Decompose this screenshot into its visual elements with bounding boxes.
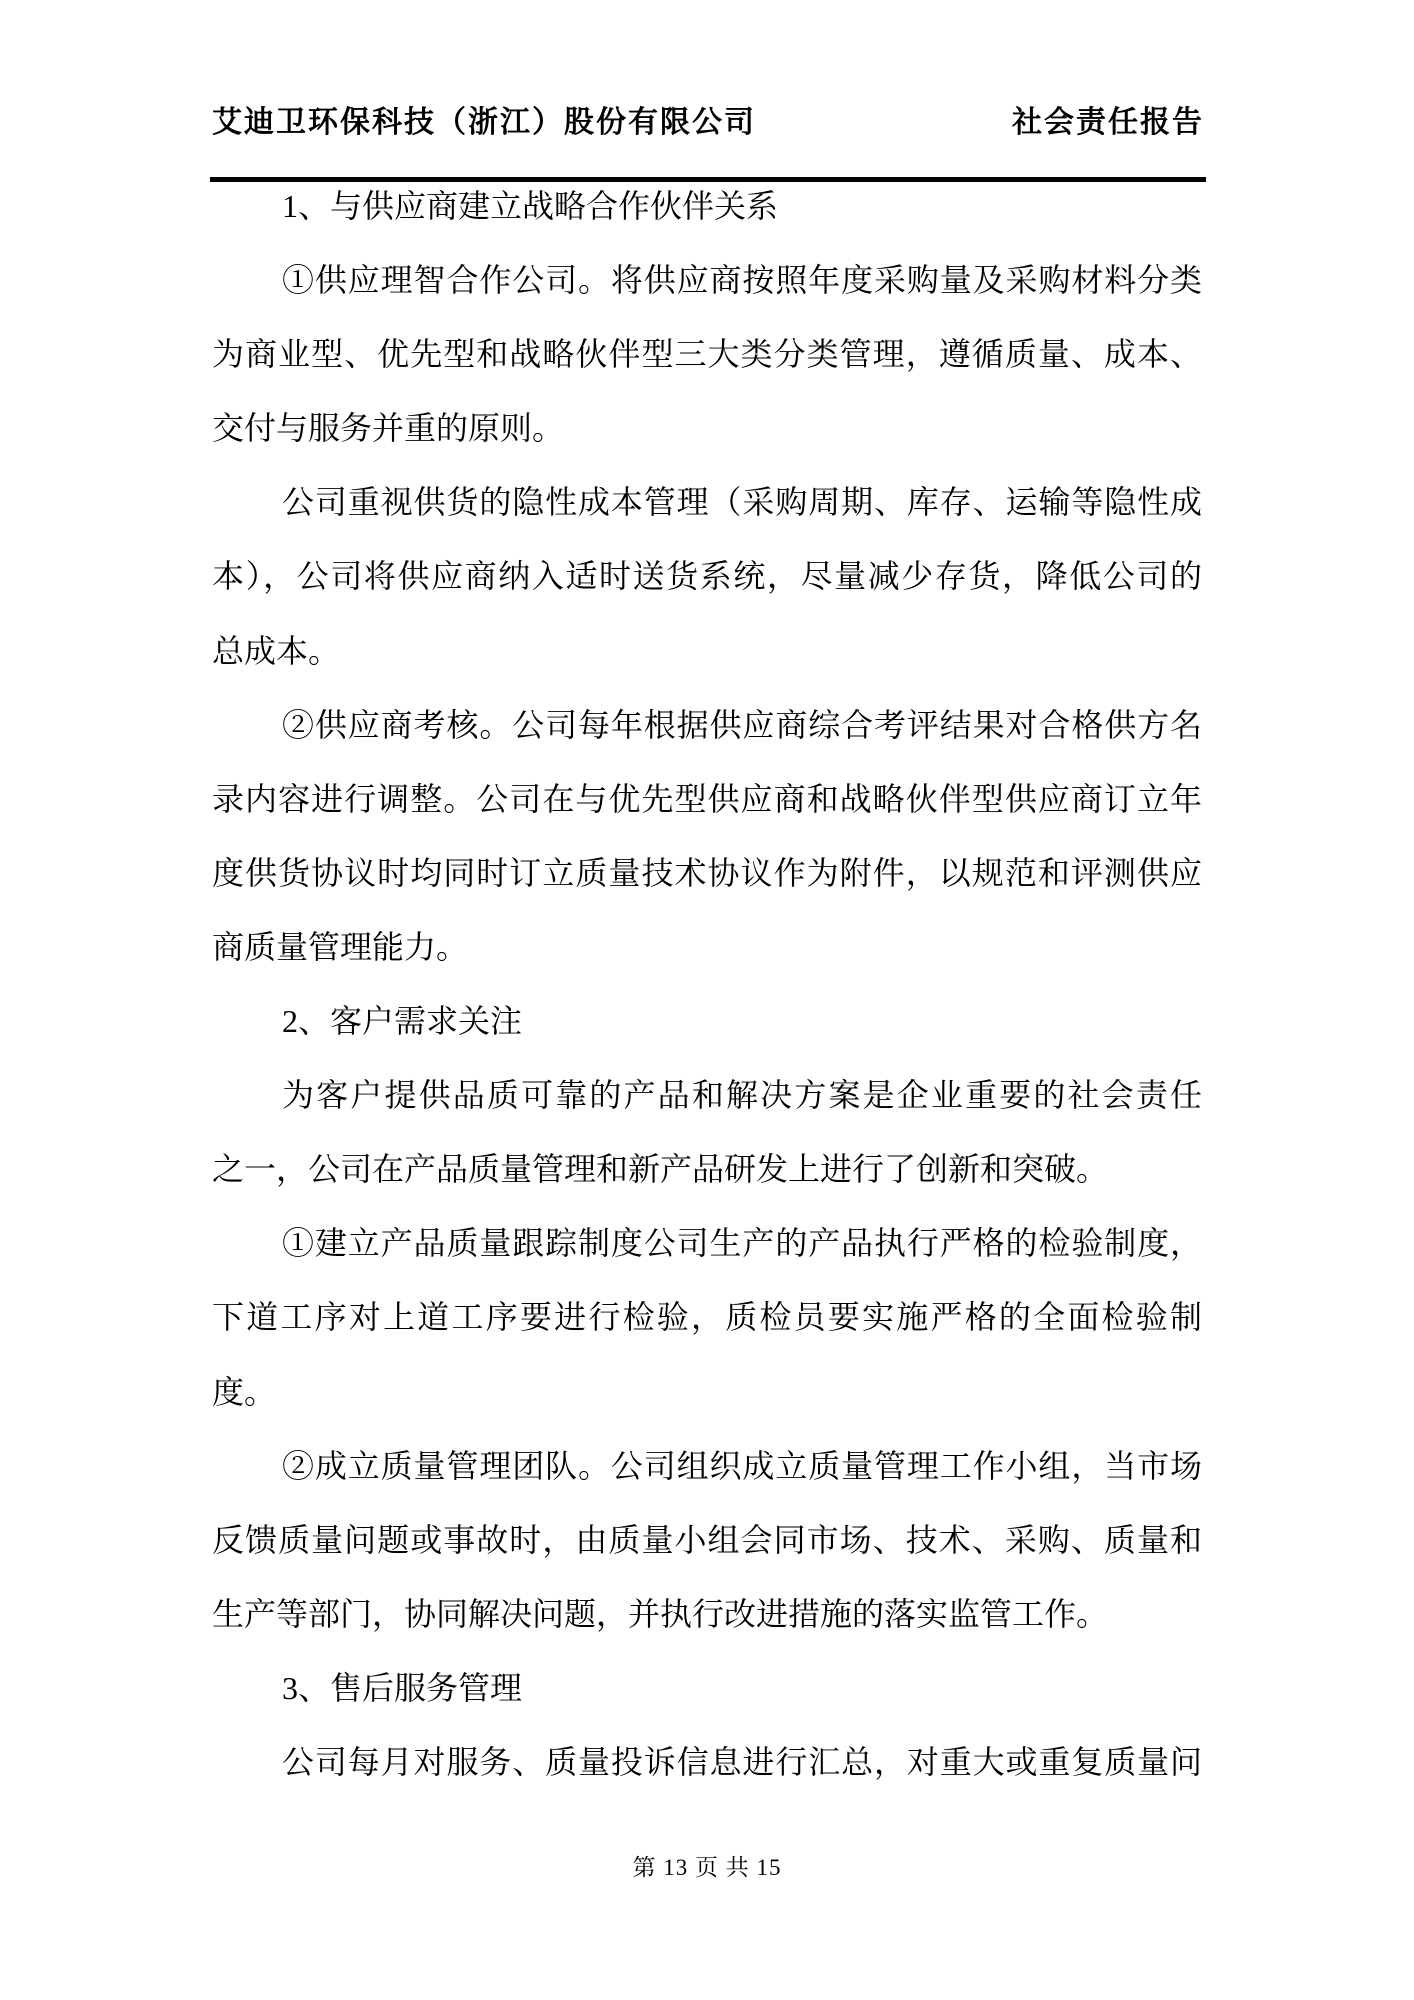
header-report-title: 社会责任报告 [1012, 106, 1204, 139]
text-line: ①供应理智合作公司。将供应商按照年度采购量及采购材料分类 [282, 262, 1202, 299]
text-line: 公司每月对服务、质量投诉信息进行汇总，对重大或重复质量问 [282, 1743, 1202, 1780]
header-company-name: 艾迪卫环保科技（浙江）股份有限公司 [212, 106, 756, 139]
text-line: 本），公司将供应商纳入适时送货系统，尽量减少存货，降低公司的 [212, 558, 1202, 595]
text-line: 2、客户需求关注 [282, 1003, 523, 1040]
text-line: 为商业型、优先型和战略伙伴型三大类分类管理，遵循质量、成本、 [212, 336, 1202, 373]
text-line: 反馈质量问题或事故时，由质量小组会同市场、技术、采购、质量和 [212, 1521, 1202, 1558]
text-line: 下道工序对上道工序要进行检验，质检员要实施严格的全面检验制 [212, 1299, 1202, 1336]
text-line: 交付与服务并重的原则。 [212, 410, 565, 447]
text-line: 总成本。 [212, 632, 341, 669]
text-line: ②成立质量管理团队。公司组织成立质量管理工作小组，当市场 [282, 1447, 1202, 1484]
text-line: 公司重视供货的隐性成本管理（采购周期、库存、运输等隐性成 [282, 484, 1202, 521]
page-header [212, 96, 1204, 142]
text-line: 3、售后服务管理 [282, 1669, 523, 1706]
page-footer [0, 1852, 1414, 1884]
text-line: 1、与供应商建立战略合作伙伴关系 [282, 188, 779, 224]
text-line: 之一，公司在产品质量管理和新产品研发上进行了创新和突破。 [212, 1151, 1109, 1188]
text-line: 录内容进行调整。公司在与优先型供应商和战略伙伴型供应商订立年 [212, 780, 1202, 817]
text-line: 度。 [212, 1373, 277, 1410]
text-line: 生产等部门，协同解决问题，并执行改进措施的落实监管工作。 [212, 1595, 1109, 1632]
text-line: 商质量管理能力。 [212, 928, 469, 965]
document-body [212, 169, 1202, 1799]
text-line: ②供应商考核。公司每年根据供应商综合考评结果对合格供方名 [282, 706, 1202, 743]
page-number: 第 13 页 共 15 [632, 1855, 782, 1880]
text-line: 为客户提供品质可靠的产品和解决方案是企业重要的社会责任 [282, 1077, 1202, 1114]
text-line: ①建立产品质量跟踪制度公司生产的产品执行严格的检验制度， [282, 1225, 1202, 1262]
text-line: 度供货协议时均同时订立质量技术协议作为附件，以规范和评测供应 [212, 854, 1202, 891]
